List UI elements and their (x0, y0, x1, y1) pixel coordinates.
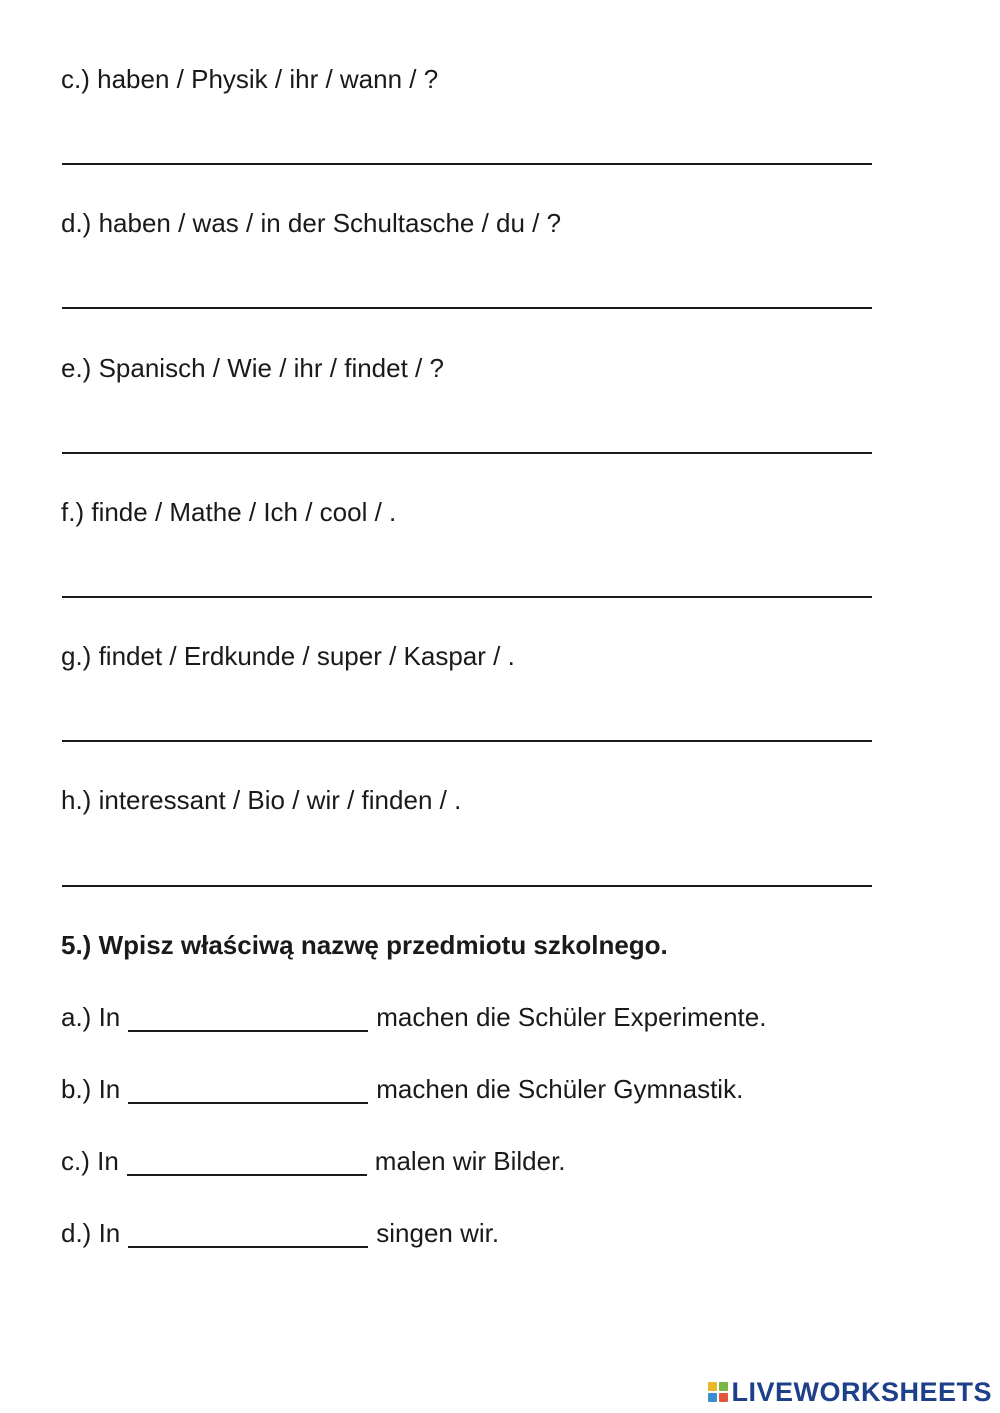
fill-blank-c[interactable] (127, 1150, 367, 1176)
exercise-d-prompt: d.) haben / was / in der Schultasche / du / ? (61, 208, 562, 238)
fill-item-a: a.) In machen die Schüler Experimente. (61, 1002, 767, 1032)
exercise-h-prompt: h.) interessant / Bio / wir / finden / . (61, 785, 462, 815)
fill-item-b: b.) In machen die Schüler Gymnastik. (61, 1074, 744, 1104)
fill-blank-b[interactable] (128, 1078, 368, 1104)
fill-blank-a[interactable] (128, 1006, 368, 1032)
exercise-e-answer-line[interactable] (62, 452, 872, 454)
exercise-c-prompt: c.) haben / Physik / ihr / wann / ? (61, 64, 439, 94)
liveworksheets-logo-icon (708, 1382, 728, 1402)
section-5-heading: 5.) Wpisz właściwą nazwę przedmiotu szkolnego. (61, 930, 668, 960)
exercise-d-answer-line[interactable] (62, 307, 872, 309)
fill-item-c: c.) In malen wir Bilder. (61, 1146, 566, 1176)
liveworksheets-wordmark: LIVEWORKSHEETS (731, 1377, 992, 1407)
exercise-h-answer-line[interactable] (62, 885, 872, 887)
exercise-g-answer-line[interactable] (62, 740, 872, 742)
liveworksheets-logo (708, 1377, 992, 1407)
exercise-f-prompt: f.) finde / Mathe / Ich / cool / . (61, 497, 397, 527)
exercise-e-prompt: e.) Spanisch / Wie / ihr / findet / ? (61, 353, 444, 383)
fill-blank-d[interactable] (128, 1222, 368, 1248)
exercise-g-prompt: g.) findet / Erdkunde / super / Kaspar / . (61, 641, 515, 671)
exercise-c-answer-line[interactable] (62, 163, 872, 165)
exercise-f-answer-line[interactable] (62, 596, 872, 598)
fill-item-d: d.) In singen wir. (61, 1218, 500, 1248)
